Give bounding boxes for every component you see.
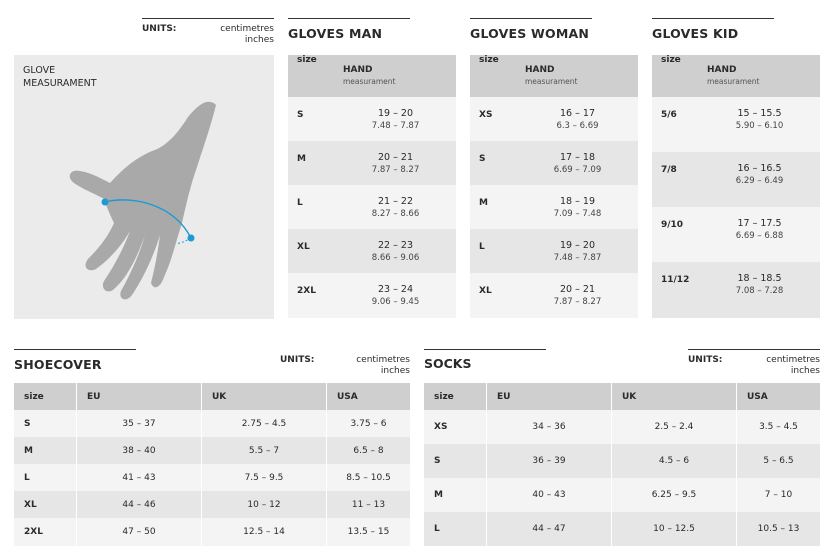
units-label: UNITS: [142,24,177,34]
table-row [470,229,638,273]
hand-cell [699,97,820,152]
col-size: size [479,55,499,65]
table-row [652,97,820,152]
gloves-kid-title: GLOVES KID [652,18,774,41]
size-cell: 11/12 [661,275,690,285]
col-usa: USA [327,383,411,410]
eu-cell: 44 – 47 [487,512,612,546]
col-hand-label: HAND [707,65,737,75]
uk-cell: 4.5 – 6 [612,444,737,478]
col-hand-sub: measurament [525,77,578,86]
size-cell: S [24,418,31,429]
size-cell: M [24,445,33,456]
col-hand [335,55,456,97]
uk-cell: 10 – 12 [202,491,327,518]
col-size: size [661,55,681,65]
cm-value: 17 – 18 [560,152,595,163]
usa-cell: 5 – 6.5 [737,444,821,478]
eu-cell: 44 – 46 [77,491,202,518]
size-cell: L [479,242,485,252]
in-value: 6.3 – 6.69 [556,121,599,131]
usa-cell: 3.75 – 6 [327,410,411,437]
in-value: 7.48 – 7.87 [553,253,602,263]
usa-cell: 7 – 10 [737,478,821,512]
cm-value: 17 – 17.5 [737,218,782,229]
col-size: size [24,391,44,402]
table-row [14,410,410,437]
caption-line-2: MEASURAMENT [23,78,97,89]
table-header [288,55,456,97]
cm-value: 19 – 20 [378,108,413,119]
table-row [424,410,820,444]
in-value: 8.66 – 9.06 [371,253,420,263]
hand-cell [335,273,456,318]
size-cell: 2XL [297,286,316,296]
size-cell: S [479,154,486,164]
shoecover-table [14,383,410,546]
in-value: 5.90 – 6.10 [735,121,784,131]
shoecover-units-values [326,355,410,377]
hand-cell [517,273,638,318]
uk-cell: 12.5 – 14 [202,518,327,546]
table-header [14,383,410,410]
size-cell: M [479,198,488,208]
size-cell: XS [479,110,493,120]
table-row [652,207,820,262]
in-value: 9.06 – 9.45 [371,297,420,307]
size-cell: L [434,524,440,534]
usa-cell: 8.5 – 10.5 [327,464,411,491]
units-primary: centimetres [766,355,820,365]
hand-measurement-illustration [14,55,274,319]
size-cell: 9/10 [661,220,684,230]
eu-cell: 36 – 39 [487,444,612,478]
size-cell: XS [434,422,448,432]
hand-cell [517,185,638,229]
table-row [288,141,456,185]
usa-cell: 13.5 – 15 [327,518,411,546]
socks-units-values [736,355,820,377]
size-cell: M [434,490,443,500]
hand-cell [517,141,638,185]
glove-measurement-panel [14,55,274,319]
in-value: 7.48 – 7.87 [371,121,420,131]
eu-cell: 34 – 36 [487,410,612,444]
cm-value: 15 – 15.5 [737,108,782,119]
hand-cell [699,207,820,262]
col-usa: USA [737,383,821,410]
cm-value: 20 – 21 [378,152,413,163]
table-row [470,141,638,185]
shoecover-title: SHOECOVER [14,349,136,372]
gloves-man-table [288,55,456,318]
eu-cell: 47 – 50 [77,518,202,546]
eu-cell: 40 – 43 [487,478,612,512]
eu-cell: 35 – 37 [77,410,202,437]
table-row [424,444,820,478]
gloves-woman-title: GLOVES WOMAN [470,18,592,41]
col-size: size [297,55,317,65]
col-uk: UK [202,383,327,410]
in-value: 7.87 – 8.27 [371,165,420,175]
uk-cell: 2.75 – 4.5 [202,410,327,437]
units-secondary: inches [380,366,410,376]
cm-value: 16 – 17 [560,108,595,119]
units-rule [142,18,274,19]
cm-value: 23 – 24 [378,284,413,295]
table-row [14,464,410,491]
socks-table [424,383,820,546]
in-value: 6.69 – 6.88 [735,231,784,241]
col-hand [517,55,638,97]
gloves-woman-table [470,55,638,318]
in-value: 7.87 – 8.27 [553,297,602,307]
units-primary: centimetres [220,24,274,34]
table-header [652,55,820,97]
cm-value: 20 – 21 [560,284,595,295]
size-cell: 7/8 [661,165,677,175]
table-row [652,262,820,318]
hand-cell [335,229,456,273]
col-eu: EU [487,383,612,410]
cm-value: 18 – 18.5 [737,273,782,284]
table-row [288,185,456,229]
in-value: 7.09 – 7.48 [553,209,602,219]
size-cell: M [297,154,306,164]
cm-value: 21 – 22 [378,196,413,207]
units-values [190,24,274,46]
socks-units-label: UNITS: [688,355,723,365]
units-primary: centimetres [356,355,410,365]
hand-cell [517,97,638,141]
in-value: 6.69 – 7.09 [553,165,602,175]
col-hand-sub: measurament [707,77,760,86]
table-row [470,185,638,229]
hand-cell [335,97,456,141]
cm-value: 19 – 20 [560,240,595,251]
size-cell: 5/6 [661,110,677,120]
uk-cell: 7.5 – 9.5 [202,464,327,491]
hand-cell [699,152,820,207]
socks-units-rule [688,349,820,350]
measure-point-start [102,199,109,206]
usa-cell: 10.5 – 13 [737,512,821,546]
size-cell: L [297,198,303,208]
in-value: 7.08 – 7.28 [735,286,784,296]
uk-cell: 2.5 – 2.4 [612,410,737,444]
in-value: 6.29 – 6.49 [735,176,784,186]
eu-cell: 41 – 43 [77,464,202,491]
socks-title: SOCKS [424,356,472,371]
col-hand [699,55,820,97]
hand-cell [335,185,456,229]
table-row [288,273,456,318]
table-row [470,97,638,141]
col-size: size [434,391,454,402]
usa-cell: 3.5 – 4.5 [737,410,821,444]
table-row [424,512,820,546]
table-row [14,491,410,518]
in-value: 8.27 – 8.66 [371,209,420,219]
measure-point-end [188,235,195,242]
cm-value: 16 – 16.5 [737,163,782,174]
table-row [14,518,410,546]
table-row [424,478,820,512]
hand-cell [699,262,820,318]
hand-cell [335,141,456,185]
shoecover-units-label: UNITS: [280,355,315,365]
usa-cell: 11 – 13 [327,491,411,518]
size-cell: 2XL [24,527,43,537]
caption-line-1: GLOVE [23,65,56,76]
table-row [652,152,820,207]
table-header [470,55,638,97]
col-hand-label: HAND [525,65,555,75]
size-cell: XL [297,242,310,252]
uk-cell: 10 – 12.5 [612,512,737,546]
size-cell: L [24,472,30,483]
hand-icon [70,102,216,300]
table-row [14,437,410,464]
eu-cell: 38 – 40 [77,437,202,464]
units-secondary: inches [244,35,274,45]
table-header [424,383,820,410]
col-hand-sub: measurament [343,77,396,86]
size-cell: S [434,456,441,466]
col-hand-label: HAND [343,65,373,75]
cm-value: 22 – 23 [378,240,413,251]
usa-cell: 6.5 – 8 [327,437,411,464]
gloves-man-title: GLOVES MAN [288,18,410,41]
size-cell: XL [479,286,492,296]
uk-cell: 6.25 – 9.5 [612,478,737,512]
socks-rule [424,349,546,350]
hand-cell [517,229,638,273]
col-eu: EU [77,383,202,410]
cm-value: 18 – 19 [560,196,595,207]
table-row [288,97,456,141]
uk-cell: 5.5 – 7 [202,437,327,464]
col-uk: UK [612,383,737,410]
size-cell: XL [24,499,37,510]
table-row [288,229,456,273]
size-cell: S [297,110,304,120]
table-row [470,273,638,318]
units-secondary: inches [790,366,820,376]
gloves-kid-table [652,55,820,318]
